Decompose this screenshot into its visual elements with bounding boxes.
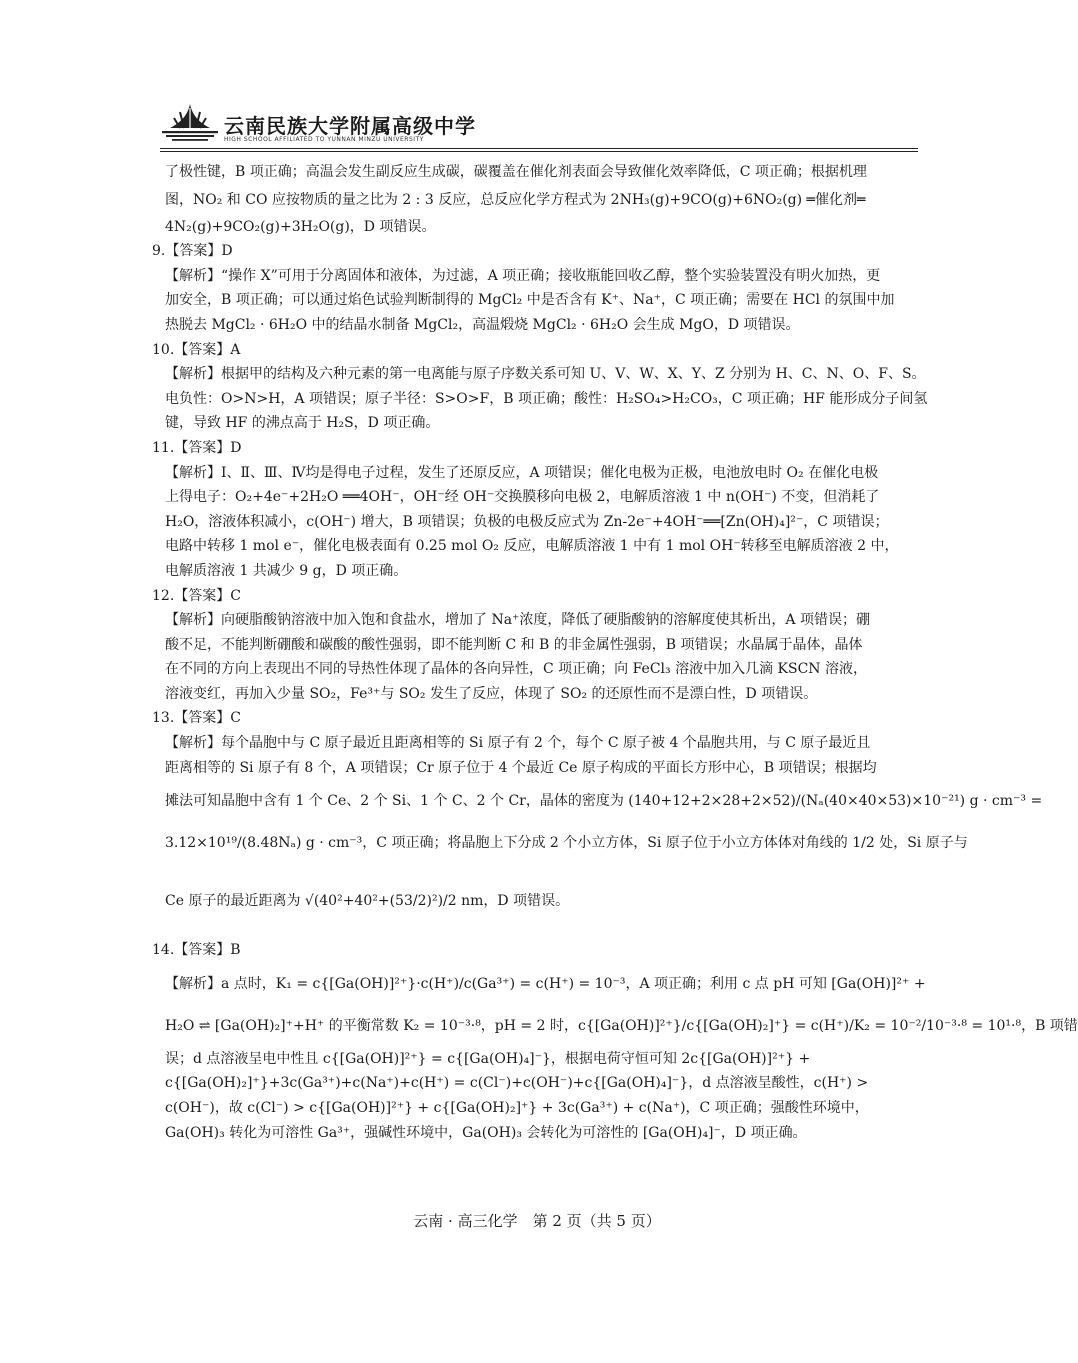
text-line-with-fraction: 3.12×10¹⁹/(8.48Nₐ) g · cm⁻³，C 项正确；将晶胞上下分成 2 个小立方体，Si 原子位于小立方体体对角线的 1/2 处，Si 原子与 <box>165 835 968 852</box>
text-line: 上得电子：O₂+4e⁻+2H₂O ══4OH⁻，OH⁻经 OH⁻交换膜移向电极 2，电解质溶液 1 中 n(OH⁻) 不变，但消耗了 <box>165 489 880 506</box>
text-line: 溶液变红，再加入少量 SO₂，Fe³⁺与 SO₂ 发生了反应，体现了 SO₂ 的还原性而不是漂白性，D 项错误。 <box>165 685 818 702</box>
text-line-with-fraction: H₂O ⇌ [Ga(OH)₂]⁺+H⁺ 的平衡常数 K₂ = 10⁻³·⁸，pH = 2 时，c{[Ga(OH)]²⁺}/c{[Ga(OH)₂]⁺} = c(H⁺)/K₂ = 10⁻²/10⁻³·⁸ = 10¹·⁸，B 项错 <box>165 1017 1078 1034</box>
text-line: 电负性：O>N>H，A 项错误；原子半径：S>O>F，B 项正确；酸性：H₂SO₄>H₂CO₃，C 项正确；HF 能形成分子间氢 <box>165 390 928 407</box>
text-line: 图，NO₂ 和 CO 应按物质的量之比为 2 : 3 反应，总反应化学方程式为 2NH₃(g)+9CO(g)+6NO₂(g) ═催化剂═ <box>165 191 866 208</box>
answer-explanations <box>152 160 1078 1145</box>
text-line-with-radical: Ce 原子的最近距离为 √(40²+40²+(53/2)²)/2 nm，D 项错误。 <box>165 893 570 910</box>
text-line: 电解质溶液 1 共减少 9 g，D 项正确。 <box>165 562 408 579</box>
text-line: H₂O，溶液体积减小，c(OH⁻) 增大，B 项错误；负极的电极反应式为 Zn-2e⁻+4OH⁻══[Zn(OH)₄]²⁻，C 项错误； <box>165 513 889 530</box>
text-line-with-fraction: 摊法可知晶胞中含有 1 个 Ce、2 个 Si、1 个 C、2 个 Cr，晶体的密度为 (140+12+2×28+2×52)/(Nₐ(40×40×53)×10⁻²¹) g · cm⁻³ = <box>165 793 1043 810</box>
header-rule-thin <box>160 151 918 152</box>
text-line: 【解析】每个晶胞中与 C 原子最近且距离相等的 Si 原子有 2 个，每个 C 原子被 4 个晶胞共用，与 C 原子最近且 <box>165 735 871 752</box>
school-english-name: HIGH SCHOOL AFFILIATED TO YUNNAN MINZU UNIVERSITY <box>224 136 424 143</box>
text-line: 距离相等的 Si 原子有 8 个，A 项错误；Cr 原子位于 4 个最近 Ce 原子构成的平面长方形中心，B 项错误；根据均 <box>165 759 877 776</box>
text-line: 了极性键，B 项正确；高温会发生副反应生成碳，碳覆盖在催化剂表面会导致催化效率降低，C 项正确；根据机理 <box>165 164 867 180</box>
text-line: 【解析】向硬脂酸钠溶液中加入饱和食盐水，增加了 Na⁺浓度，降低了硬脂酸钠的溶解度使其析出，A 项错误；硼 <box>165 612 870 629</box>
text-line: 键，导致 HF 的沸点高于 H₂S，D 项正确。 <box>165 415 440 432</box>
text-line: 在不同的方向上表现出不同的导热性体现了晶体的各向异性，C 项正确；向 FeCl₃ 溶液中加入几滴 KSCN 溶液， <box>165 661 868 678</box>
text-line: 【解析】Ⅰ、Ⅱ、Ⅲ、Ⅳ均是得电子过程，发生了还原反应，A 项错误；催化电极为正极，电池放电时 O₂ 在催化电极 <box>165 464 879 481</box>
text-line: 热脱去 MgCl₂ · 6H₂O 中的结晶水制备 MgCl₂，高温煅烧 MgCl₂ · 6H₂O 会生成 MgO，D 项错误。 <box>165 316 800 333</box>
question-answer: 10.【答案】A <box>152 341 241 358</box>
page-header <box>160 100 920 150</box>
school-logo-icon <box>160 100 220 146</box>
school-name: 云南民族大学附属高级中学 <box>224 114 476 138</box>
text-line: c(OH⁻)，故 c(Cl⁻) > c{[Ga(OH)]²⁺} + c{[Ga(OH)₂]⁺} + 3c(Ga³⁺) + c(Na⁺)，C 项正确；强酸性环境中， <box>165 1100 869 1117</box>
text-line: 加安全，B 项正确；可以通过焰色试验判断制得的 MgCl₂ 中是否含有 K⁺、Na⁺，C 项正确；需要在 HCl 的氛围中加 <box>165 292 895 309</box>
text-line-with-fraction: 【解析】a 点时，K₁ = c{[Ga(OH)]²⁺}·c(H⁺)/c(Ga³⁺) = c(H⁺) = 10⁻³，A 项正确；利用 c 点 pH 可知 [Ga(OH)]²⁺ + <box>165 975 926 992</box>
question-answer: 12.【答案】C <box>152 587 241 604</box>
text-line: 【解析】“操作 X”可用于分离固体和液体，为过滤，A 项正确；接收瓶能回收乙醇，整个实验装置没有明火加热，更 <box>165 267 881 284</box>
text-line: 【解析】根据甲的结构及六种元素的第一电离能与原子序数关系可知 U、V、W、X、Y、Z 分别为 H、C、N、O、F、S。 <box>165 366 926 383</box>
question-answer: 11.【答案】D <box>152 439 242 456</box>
text-line: c{[Ga(OH)₂]⁺}+3c(Ga³⁺)+c(Na⁺)+c(H⁺) = c(Cl⁻)+c(OH⁻)+c{[Ga(OH)₄]⁻}，d 点溶液呈酸性，c(H⁺) > <box>165 1075 869 1092</box>
text-line: 4N₂(g)+9CO₂(g)+3H₂O(g)，D 项错误。 <box>165 218 436 235</box>
page-footer: 云南 · 高三化学 第 2 页（共 5 页） <box>413 1212 661 1230</box>
text-line: Ga(OH)₃ 转化为可溶性 Ga³⁺，强碱性环境中，Ga(OH)₃ 会转化为可溶性的 [Ga(OH)₄]⁻，D 项正确。 <box>165 1124 807 1141</box>
question-answer: 13.【答案】C <box>152 710 241 727</box>
text-line: 酸不足，不能判断硼酸和碳酸的酸性强弱，即不能判断 C 和 B 的非金属性强弱，B 项错误；水晶属于晶体，晶体 <box>165 636 863 653</box>
question-answer: 9.【答案】D <box>152 243 233 260</box>
header-rule <box>160 148 918 149</box>
text-line: 误；d 点溶液呈电中性且 c{[Ga(OH)]²⁺} = c{[Ga(OH)₄]⁻}，根据电荷守恒可知 2c{[Ga(OH)]²⁺} + <box>165 1050 811 1067</box>
question-answer: 14.【答案】B <box>152 942 241 959</box>
text-line: 电路中转移 1 mol e⁻，催化电极表面有 0.25 mol O₂ 反应，电解质溶液 1 中有 1 mol OH⁻转移至电解质溶液 2 中， <box>165 538 899 555</box>
